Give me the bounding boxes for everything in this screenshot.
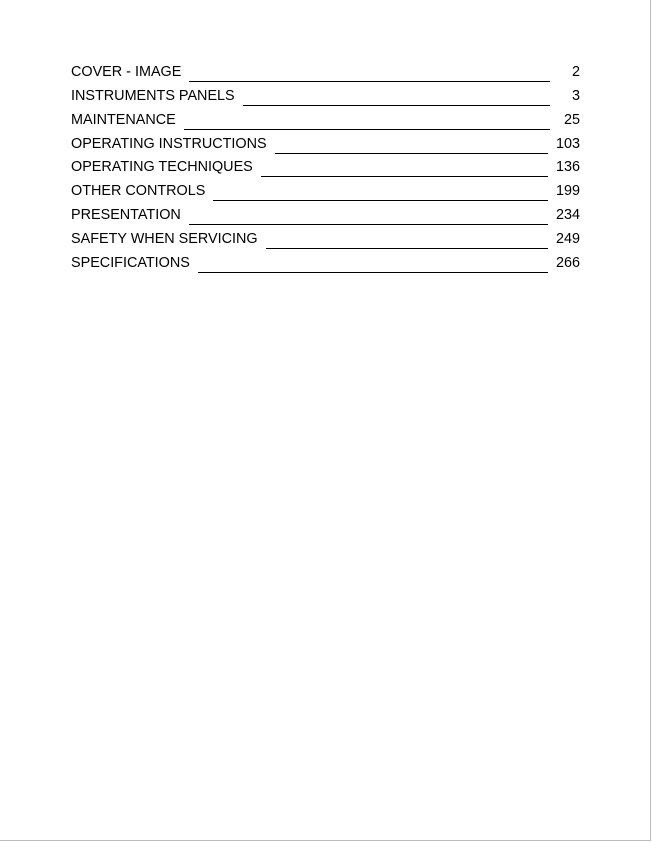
toc-leader-line <box>261 176 548 177</box>
toc-leader-line <box>275 153 548 154</box>
toc-entry-title: OTHER CONTROLS <box>71 183 206 200</box>
toc-leader-line <box>243 105 550 106</box>
toc-leader-line <box>184 129 550 130</box>
toc-leader-line <box>213 200 548 201</box>
toc-entry-page-number: 234 <box>555 207 580 224</box>
toc-entry-page-number: 199 <box>555 183 580 200</box>
toc-leader-line <box>266 248 548 249</box>
toc-entry-page-number: 2 <box>571 63 580 80</box>
toc-entry-page-number: 266 <box>555 255 580 272</box>
table-of-contents <box>71 57 580 272</box>
toc-entry-specifications[interactable] <box>71 248 580 272</box>
toc-entry-presentation[interactable] <box>71 200 580 224</box>
toc-entry-title: INSTRUMENTS PANELS <box>71 87 235 104</box>
toc-entry-safety-when-servicing[interactable] <box>71 224 580 248</box>
toc-leader-line <box>198 272 548 273</box>
toc-entry-other-controls[interactable] <box>71 176 580 200</box>
toc-entry-title: PRESENTATION <box>71 207 181 224</box>
toc-entry-title: OPERATING TECHNIQUES <box>71 159 253 176</box>
toc-entry-title: OPERATING INSTRUCTIONS <box>71 135 267 152</box>
toc-entry-title: COVER - IMAGE <box>71 63 182 80</box>
toc-entry-page-number: 25 <box>563 111 580 128</box>
toc-entry-cover-image[interactable] <box>71 57 580 81</box>
toc-entry-maintenance[interactable] <box>71 105 580 129</box>
toc-entry-title: MAINTENANCE <box>71 111 176 128</box>
toc-entry-page-number: 136 <box>555 159 580 176</box>
toc-entry-instruments-panels[interactable] <box>71 81 580 105</box>
toc-entry-page-number: 249 <box>555 231 580 248</box>
toc-entry-page-number: 3 <box>571 87 580 104</box>
toc-entry-title: SAFETY WHEN SERVICING <box>71 231 258 248</box>
toc-leader-line <box>189 81 550 82</box>
toc-entry-operating-instructions[interactable] <box>71 129 580 153</box>
toc-entry-page-number: 103 <box>555 135 580 152</box>
toc-entry-title: SPECIFICATIONS <box>71 255 190 272</box>
toc-entry-operating-techniques[interactable] <box>71 153 580 177</box>
toc-leader-line <box>189 224 548 225</box>
